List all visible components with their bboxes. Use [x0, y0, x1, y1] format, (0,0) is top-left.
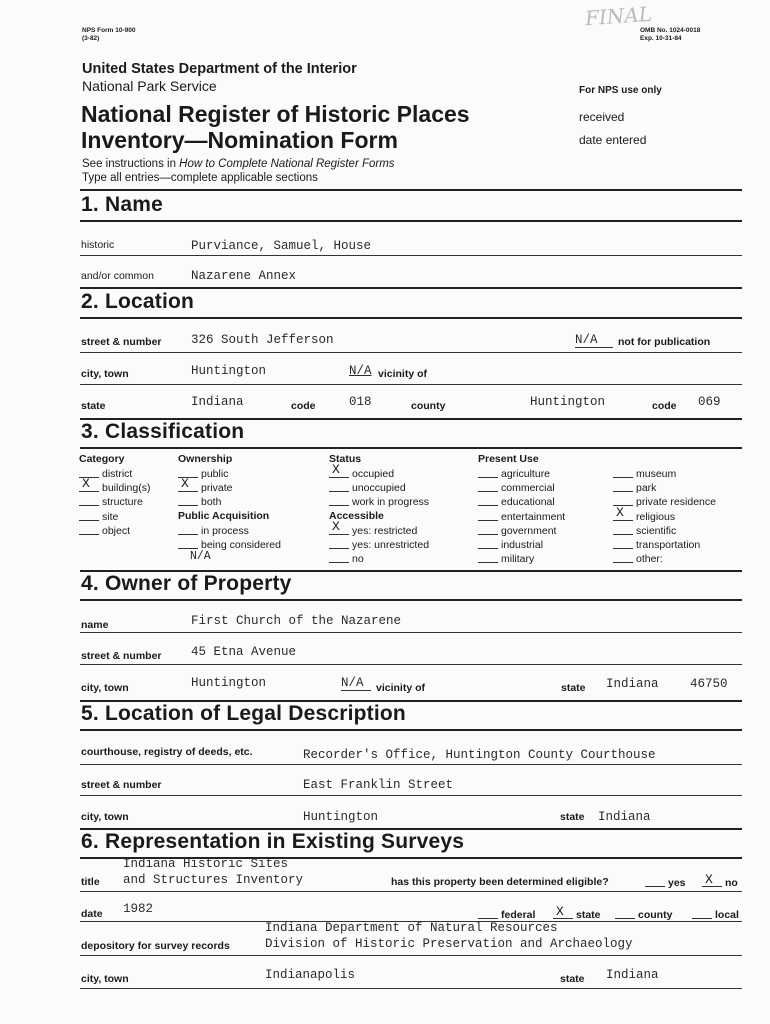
survey-date-label: date [81, 908, 103, 920]
checkbox-line[interactable] [79, 524, 99, 535]
checkbox-label: structure [102, 496, 143, 509]
service-name: National Park Service [82, 78, 217, 94]
section-3-heading: 3. Classification [81, 420, 245, 443]
checkbox-label: government [501, 524, 557, 537]
owner-city-label: city, town [81, 682, 129, 694]
checkbox-line[interactable] [478, 495, 498, 506]
checkbox-line[interactable] [79, 476, 99, 492]
section-4-heading: 4. Owner of Property [81, 572, 292, 595]
state-label: state [81, 400, 106, 412]
owner-city-field[interactable]: Huntington [191, 676, 267, 690]
checkbox-label: scientific [636, 524, 677, 537]
checkbox-line[interactable] [79, 495, 99, 506]
owner-name-label: name [81, 619, 109, 631]
checkbox-line[interactable] [478, 467, 498, 478]
checkbox-label: occupied [352, 468, 395, 480]
checkbox-label: private residence [636, 496, 716, 509]
checkbox-option[interactable] [478, 467, 565, 481]
omb-number: OMB No. 1024-0018 [640, 27, 701, 34]
depository-line1[interactable]: Indiana Department of Natural Resources [265, 921, 558, 935]
checkbox-line[interactable] [613, 467, 633, 478]
section-1-heading: 1. Name [81, 193, 163, 216]
checkbox-option[interactable] [613, 552, 716, 566]
ownership-list [178, 467, 233, 510]
checkbox-label: in process [201, 525, 249, 537]
department-name: United States Department of the Interior [82, 61, 357, 77]
section-6-heading: 6. Representation in Existing Surveys [81, 830, 465, 853]
checkbox-line[interactable] [329, 552, 349, 563]
checkbox-label: private [201, 482, 233, 495]
checkbox-label: other: [636, 553, 663, 566]
checkbox-option[interactable] [613, 467, 716, 481]
courthouse-label: courthouse, registry of deeds, etc. [81, 746, 253, 758]
checkbox-label: museum [636, 468, 677, 480]
level-local-option[interactable]: local [692, 905, 739, 923]
check-mark: X [616, 504, 624, 520]
survey-title-label: title [81, 876, 100, 888]
accessible-heading: Accessible [329, 510, 384, 522]
checkbox-option[interactable] [79, 524, 150, 538]
owner-street-label: street & number [81, 650, 162, 662]
checkbox-option[interactable] [178, 476, 233, 495]
legal-state-field[interactable]: Indiana [598, 810, 651, 824]
checkbox-line[interactable] [478, 538, 498, 549]
checkbox-label: object [102, 524, 131, 537]
checkbox-label: both [201, 496, 222, 509]
city-town-label: city, town [81, 368, 129, 380]
depository-label: depository for survey records [81, 940, 230, 952]
survey-title-line2[interactable]: and Structures Inventory [123, 873, 304, 887]
present-use-list-2 [613, 467, 716, 566]
eligible-no-option[interactable]: X no [702, 873, 738, 891]
form-revision: (3-82) [82, 35, 100, 42]
checkbox-option[interactable] [329, 495, 429, 509]
county-field[interactable]: Huntington [530, 395, 606, 409]
accessible-list [329, 519, 430, 567]
legal-street-label: street & number [81, 779, 162, 791]
checkbox-option[interactable] [613, 524, 716, 538]
checkbox-label: site [102, 510, 119, 523]
checkbox-label: work in progress [352, 496, 430, 509]
check-mark: X [181, 476, 189, 492]
acquisition-value: N/A [190, 550, 211, 563]
checkbox-label: industrial [501, 539, 544, 552]
checkbox-line[interactable] [329, 519, 349, 535]
checkbox-label: public [201, 468, 229, 480]
owner-name-field[interactable]: First Church of the Nazarene [191, 614, 402, 628]
checkbox-label: no [352, 553, 364, 566]
owner-vicinity-label: vicinity of [376, 682, 426, 694]
checkbox-line[interactable] [329, 538, 349, 549]
common-name-field[interactable]: Nazarene Annex [191, 269, 297, 283]
checkbox-line[interactable] [478, 552, 498, 563]
checkbox-line[interactable] [613, 504, 633, 521]
level-federal-option[interactable]: federal [478, 905, 535, 923]
survey-title-line1[interactable]: Indiana Historic Sites [123, 857, 289, 871]
checkbox-option[interactable] [178, 524, 281, 538]
survey-city-field[interactable]: Indianapolis [265, 968, 356, 982]
state-field[interactable]: Indiana [191, 395, 244, 409]
survey-date-field[interactable]: 1982 [123, 902, 154, 916]
county-label: county [411, 400, 446, 412]
status-list [329, 462, 430, 510]
common-name-label: and/or common [81, 270, 154, 282]
checkbox-option[interactable] [329, 538, 429, 552]
checkbox-line[interactable] [478, 510, 498, 521]
legal-state-label: state [560, 811, 585, 823]
state-code-field[interactable]: 018 [349, 395, 372, 409]
checkbox-line[interactable] [329, 481, 349, 492]
status-heading: Status [329, 453, 362, 465]
ownership-heading: Ownership [178, 453, 233, 465]
checkbox-option[interactable] [478, 495, 565, 509]
category-list [79, 467, 150, 538]
checkbox-option[interactable] [478, 538, 565, 552]
acquisition-list [178, 524, 281, 552]
depository-line2[interactable]: Division of Historic Preservation and Archaeology [265, 937, 633, 951]
checkbox-option[interactable] [478, 552, 565, 566]
present-use-heading: Present Use [478, 453, 539, 465]
checkbox-option[interactable] [329, 462, 429, 481]
checkbox-label: yes: unrestricted [352, 539, 430, 552]
checkbox-option[interactable] [613, 504, 716, 524]
survey-state-field[interactable]: Indiana [606, 968, 659, 982]
level-state-option[interactable]: X state [553, 905, 601, 923]
checkbox-option[interactable] [329, 481, 429, 495]
public-acquisition-heading: Public Acquisition [178, 510, 270, 522]
legal-city-field[interactable]: Huntington [303, 810, 379, 824]
section-5-heading: 5. Location of Legal Description [81, 702, 406, 725]
owner-vicinity-value[interactable]: N/A [341, 676, 371, 691]
legal-street-field[interactable]: East Franklin Street [303, 778, 454, 792]
instructions-line2: Type all entries—complete applicable sections [82, 172, 318, 184]
checkbox-option[interactable] [329, 519, 429, 538]
checkbox-line[interactable] [178, 538, 198, 549]
survey-city-label: city, town [81, 973, 129, 985]
eligible-question: has this property been determined eligible? [391, 876, 609, 888]
checkbox-label: unoccupied [352, 482, 406, 495]
owner-state-label: state [561, 682, 586, 694]
checkbox-option[interactable] [613, 481, 716, 495]
checkbox-line[interactable] [329, 462, 349, 478]
checkbox-label: entertainment [501, 510, 566, 523]
present-use-list-1 [478, 467, 565, 566]
owner-state-field[interactable]: Indiana [606, 677, 659, 691]
checkbox-label: educational [501, 496, 555, 509]
checkbox-label: park [636, 482, 657, 495]
checkbox-option[interactable] [79, 495, 150, 509]
checkbox-option[interactable] [478, 510, 565, 524]
omb-expiration: Exp. 10-31-84 [640, 35, 682, 42]
checkbox-label: yes: restricted [352, 525, 418, 537]
checkbox-option[interactable] [613, 538, 716, 552]
checkbox-option[interactable] [478, 481, 565, 495]
not-for-publication-label: not for publication [618, 336, 711, 348]
vicinity-label: vicinity of [378, 368, 428, 380]
eligible-yes-option[interactable]: yes [645, 873, 686, 891]
section-2-heading: 2. Location [81, 290, 195, 313]
checkbox-line[interactable] [478, 524, 498, 535]
check-mark: X [332, 462, 340, 477]
checkbox-line[interactable] [79, 510, 99, 521]
level-county-option[interactable]: county [615, 905, 672, 923]
vicinity-value[interactable]: N/A [349, 364, 372, 378]
checkbox-option[interactable] [613, 495, 716, 509]
category-heading: Category [79, 453, 125, 465]
checkbox-label: building(s) [102, 482, 151, 495]
checkbox-option[interactable] [478, 524, 565, 538]
checkbox-line[interactable] [178, 476, 198, 492]
checkbox-option[interactable] [79, 476, 151, 495]
checkbox-label: military [501, 553, 535, 566]
checkbox-label: being considered [201, 539, 281, 552]
checkbox-label: religious [636, 510, 676, 523]
checkbox-option[interactable] [329, 552, 429, 566]
handwritten-mark: FINAL [584, 1, 653, 31]
check-mark: X [82, 476, 90, 492]
county-code-field[interactable]: 069 [698, 395, 721, 409]
received-label: received [579, 110, 625, 124]
historic-name-field[interactable]: Purviance, Samuel, House [191, 239, 372, 253]
city-town-field[interactable]: Huntington [191, 364, 267, 378]
checkbox-label: district [102, 468, 133, 480]
courthouse-field[interactable]: Recorder's Office, Huntington County Courthouse [303, 748, 656, 762]
form-number: NPS Form 10-900 [82, 27, 136, 34]
date-entered-label: date entered [579, 133, 647, 147]
form-title-line2: Inventory—Nomination Form [81, 127, 398, 153]
checkbox-line[interactable] [329, 495, 349, 506]
historic-label: historic [81, 239, 115, 251]
street-number-field[interactable]: 326 South Jefferson [191, 333, 334, 347]
form-title-line1: National Register of Historic Places [81, 101, 470, 127]
instructions-line1: See instructions in How to Complete National Register Forms [82, 158, 395, 170]
owner-zip-field[interactable]: 46750 [690, 677, 728, 691]
county-code-label: code [652, 400, 677, 412]
street-number-label: street & number [81, 336, 162, 348]
checkbox-label: agriculture [501, 468, 551, 480]
checkbox-option[interactable] [178, 495, 233, 509]
checkbox-label: commercial [501, 482, 555, 495]
state-code-label: code [291, 400, 316, 412]
checkbox-line[interactable] [478, 481, 498, 492]
check-mark: X [332, 519, 340, 534]
checkbox-label: transportation [636, 539, 701, 552]
checkbox-line[interactable] [178, 524, 198, 535]
nps-use-label: For NPS use only [579, 85, 662, 96]
checkbox-line[interactable] [613, 538, 633, 549]
owner-street-field[interactable]: 45 Etna Avenue [191, 645, 297, 659]
checkbox-line[interactable] [178, 495, 198, 506]
checkbox-line[interactable] [613, 481, 633, 492]
legal-city-label: city, town [81, 811, 129, 823]
checkbox-line[interactable] [613, 552, 633, 563]
checkbox-line[interactable] [613, 524, 633, 535]
not-for-publication-value[interactable]: N/A [575, 333, 613, 348]
checkbox-option[interactable] [79, 510, 150, 524]
survey-state-label: state [560, 973, 585, 985]
